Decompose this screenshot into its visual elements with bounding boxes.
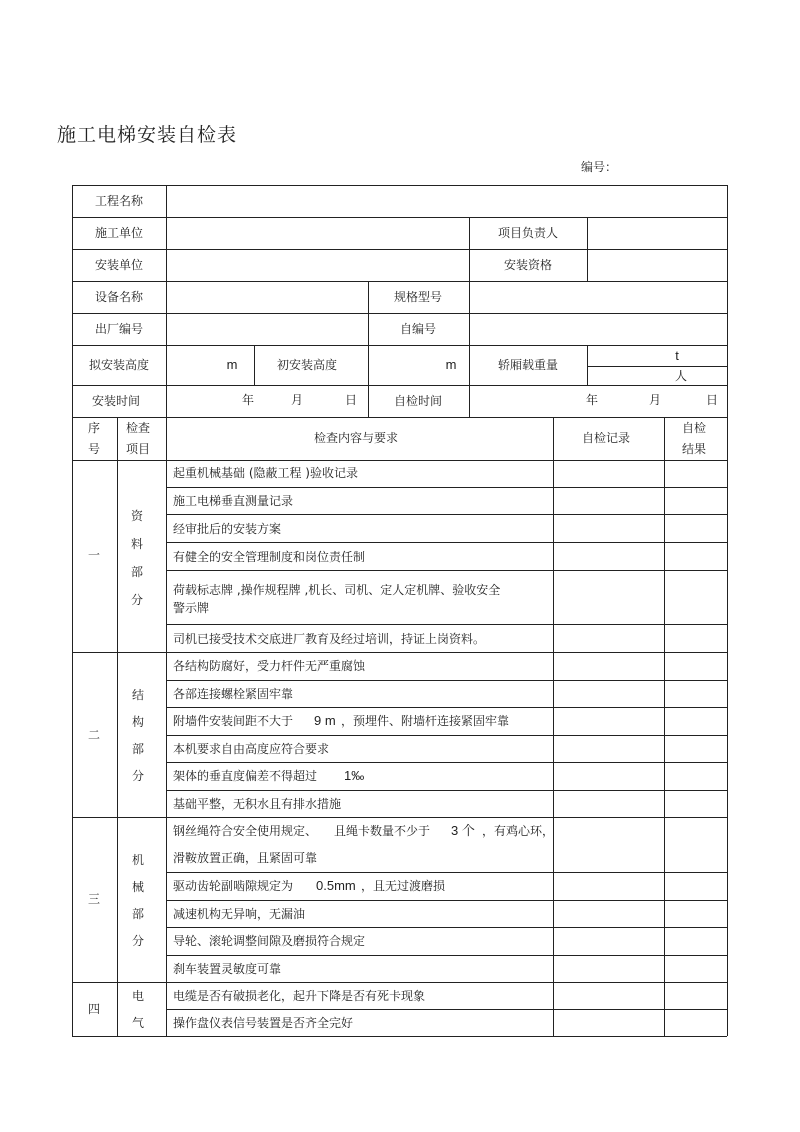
grid-line: [368, 345, 369, 417]
label-check-time: 自检时间: [393, 394, 443, 408]
check-item-value: 1‰: [344, 768, 365, 783]
check-item: 司机已接受技术交底进厂教育及经过培训，持证上岗资料。: [173, 632, 486, 646]
page-title: 施工电梯安装自检表: [57, 124, 238, 146]
check-item: 操作盘仪表信号装置是否齐全完好: [173, 1016, 354, 1030]
check-item: 导轮、滚轮调整间隙及磨损符合规定: [173, 934, 366, 948]
table-border-top: [72, 185, 727, 186]
date-month: 月: [290, 393, 304, 407]
label-install-unit: 安装单位: [94, 258, 144, 272]
grid-line: [553, 417, 554, 1036]
grid-line: [469, 217, 470, 281]
unit-m: m: [445, 357, 457, 372]
grid-line: [72, 982, 727, 983]
unit-m: m: [226, 357, 238, 372]
grid-line: [166, 680, 727, 681]
grid-line: [166, 707, 727, 708]
col-result-line1: 自检: [681, 421, 707, 435]
col-item-line1: 检查: [125, 421, 151, 435]
grid-line: [166, 872, 727, 873]
check-item: 各部连接螺栓紧固牢靠: [173, 687, 294, 701]
label-install-time: 安装时间: [91, 394, 141, 408]
section-name: 电 气: [131, 989, 144, 1030]
check-item: 滑鞍放置正确，且紧固可靠: [173, 851, 318, 865]
grid-line: [166, 900, 727, 901]
grid-line: [72, 817, 727, 818]
check-item: 起重机械基础 (隐蔽工程 )验收记录: [173, 466, 358, 480]
table-border-right: [727, 185, 728, 1036]
grid-line: [587, 345, 588, 385]
section-name: 结 构 部 分: [131, 688, 144, 783]
grid-line: [469, 281, 470, 345]
col-content: 检查内容与要求: [313, 431, 399, 445]
section-seq: 一: [87, 548, 101, 562]
check-item: 基础平整，无积水且有排水措施: [173, 797, 342, 811]
check-item: ，且无过渡磨损: [361, 879, 446, 893]
date-year: 年: [585, 393, 599, 407]
check-item: ，有鸡心环，: [482, 824, 555, 838]
check-item: 施工电梯垂直测量记录: [173, 494, 294, 508]
label-project-name: 工程名称: [94, 194, 144, 208]
grid-line: [166, 1009, 727, 1010]
col-result-line2: 结果: [681, 442, 707, 456]
grid-line: [166, 624, 727, 625]
col-seq-line2: 号: [87, 442, 101, 456]
table-border-bottom: [72, 1036, 727, 1037]
check-item: 钢丝绳符合安全使用规定、: [173, 824, 318, 838]
grid-line: [469, 345, 470, 417]
check-item: 荷载标志牌 ,操作规程牌 ,机长、司机、定人定机牌、验收安全: [173, 583, 501, 597]
grid-line: [117, 417, 118, 1036]
date-year: 年: [241, 393, 255, 407]
col-seq-line1: 序: [87, 421, 101, 435]
check-item-value: 0.5mm: [316, 878, 356, 893]
serial-number-label: 编号：: [581, 160, 618, 174]
section-seq: 二: [87, 728, 101, 742]
grid-line: [587, 217, 588, 281]
grid-line: [166, 514, 727, 515]
grid-line: [166, 955, 727, 956]
grid-line: [72, 345, 727, 346]
check-item: 有健全的安全管理制度和岗位责任制: [173, 550, 366, 564]
check-item: 架体的垂直度偏差不得超过: [173, 769, 318, 783]
check-item: 减速机构无异响，无漏油: [173, 907, 306, 921]
grid-line: [166, 927, 727, 928]
col-record: 自检记录: [581, 431, 631, 445]
section-name: 资 料 部 分: [130, 509, 143, 607]
grid-line: [166, 417, 167, 1036]
label-construction-unit: 施工单位: [94, 226, 144, 240]
section-seq: 四: [87, 1002, 101, 1016]
grid-line: [72, 217, 727, 218]
unit-person: 人: [674, 369, 688, 383]
section-name: 机 械 部 分: [131, 853, 144, 948]
check-item: 警示牌: [173, 601, 210, 615]
check-item-value: 3 个: [451, 823, 475, 838]
grid-line: [72, 385, 727, 386]
label-cage-load: 轿厢载重量: [497, 358, 559, 372]
grid-line: [166, 185, 167, 417]
col-item-line2: 项目: [125, 442, 151, 456]
grid-line: [587, 366, 727, 367]
label-project-manager: 项目负责人: [497, 226, 559, 240]
grid-line: [166, 542, 727, 543]
check-item: 刹车装置灵敏度可靠: [173, 962, 282, 976]
date-day: 日: [344, 393, 358, 407]
label-self-no: 自编号: [399, 322, 437, 336]
grid-line: [72, 460, 727, 461]
label-spec-model: 规格型号: [393, 290, 443, 304]
date-month: 月: [648, 393, 662, 407]
label-planned-height: 拟安装高度: [88, 358, 150, 372]
grid-line: [254, 345, 255, 385]
grid-line: [166, 735, 727, 736]
check-item: 各结构防腐好，受力杆件无严重腐蚀: [173, 659, 366, 673]
grid-line: [72, 281, 727, 282]
grid-line: [166, 762, 727, 763]
label-factory-no: 出厂编号: [94, 322, 144, 336]
check-item: 电缆是否有破损老化，起升下降是否有死卡现象: [173, 989, 426, 1003]
check-item: ，预埋件、附墙杆连接紧固牢靠: [341, 714, 510, 728]
date-day: 日: [705, 393, 719, 407]
section-seq: 三: [87, 892, 101, 906]
unit-t: t: [675, 348, 679, 363]
check-item: 驱动齿轮副啮隙规定为: [173, 879, 294, 893]
grid-line: [166, 570, 727, 571]
check-item: 且绳卡数量不少于: [334, 824, 431, 838]
grid-line: [72, 313, 727, 314]
check-item: 经审批后的安装方案: [173, 522, 282, 536]
label-initial-height: 初安装高度: [276, 358, 338, 372]
grid-line: [368, 281, 369, 345]
label-equipment-name: 设备名称: [94, 290, 144, 304]
check-item-value: 9 m: [314, 713, 336, 728]
grid-line: [166, 790, 727, 791]
grid-line: [72, 652, 727, 653]
grid-line: [166, 487, 727, 488]
check-item: 附墙件安装间距不大于: [173, 714, 294, 728]
grid-line: [72, 417, 727, 418]
label-install-qualification: 安装资格: [503, 258, 553, 272]
grid-line: [72, 249, 727, 250]
check-item: 本机要求自由高度应符合要求: [173, 742, 330, 756]
grid-line: [664, 417, 665, 1036]
